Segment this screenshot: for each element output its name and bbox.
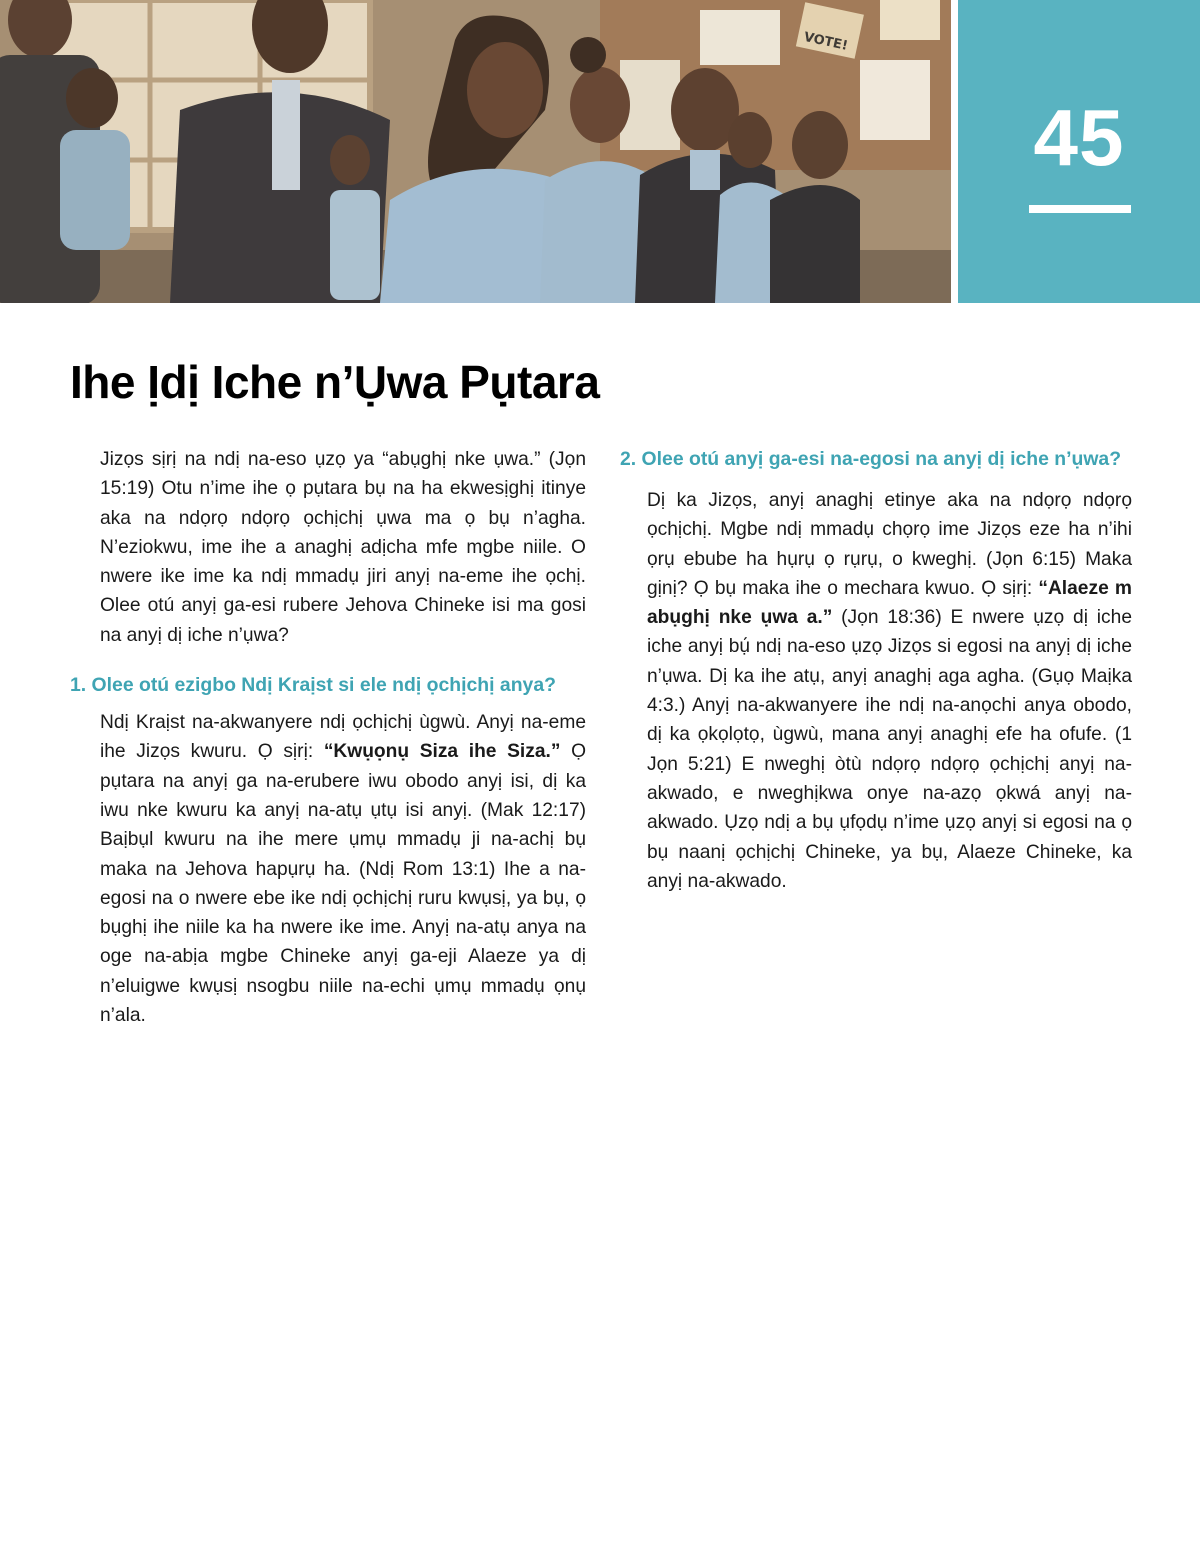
section-2-body-start: Dị ka Jizọs, anyị anaghị etinye aka na ndọrọ ndọrọ ọchịchị. Mgbe ndị mmadụ chọrọ ime Jizọs eze ha n’ihi ọrụ ebube ha hụrụ ọ rụrụ, o kweghị. (Jọn 6:15) Maka gịnị? Ọ bụ maka ihe o mechara kwuo. Ọ sịrị: (647, 490, 1132, 599)
section-1-heading: 1. Olee otú ezigbo Ndị Kraịst si ele ndị ọchịchị anya? (70, 674, 556, 697)
section-2-body (647, 486, 1132, 896)
section-1 (70, 671, 586, 1030)
vote-sign-text: VOTE! (802, 29, 850, 54)
left-column (70, 445, 586, 1030)
section-1-body-start: Ndị Kraịst na-akwanyere ndị ọchịchị ùgwù. Anyị na-eme ihe Jizọs kwuru. Ọ sịrị: (100, 712, 586, 763)
intro-paragraph: Jizọs sịrị na ndị na-eso ụzọ ya “abụghị nke ụwa.” (Jọn 15:19) Otu n’ime ihe ọ pụtara bụ na ha ekwesịghị itinye aka na ndọrọ ndọrọ ọchịchị ụwa ma ọ bụ n’agha. N’eziokwu, ime ihe a anaghị adịcha mfe mgbe niile. O nwere ike ime ka ndị mmadụ jiri anyị na-eme ihe ọchị. Olee otú anyị ga-esi rubere Jehova Chineke isi ma gosi na anyị dị iche n’ụwa? (100, 449, 586, 646)
right-column (620, 445, 1132, 896)
section-1-body-end: Ọ pụtara na anyị ga na-erubere iwu obodo anyị isi, dị ka iwu nke kwuru ka anyị na-atụ ụtụ isi anyị. (Mak 12:17) Baịbụl kwuru na ihe mere ụmụ mmadụ ji na-achị bụ maka na Jehova hapụrụ ha. (Ndị Rom 13:1) Ihe a na-egosi na o nwere ebe ike ndị ọchịchị ruru kwụsị, ya bụ, ọ bụghị ihe niile ka ha nwere ike ime. Anyị na-atụ anya na oge na-abịa mgbe Chineke anyị ga-eji Alaeze ya dị n’eluigwe kwụsị nsogbu niile na-echi ụmụ mmadụ ọnụ n’ala. (100, 741, 587, 1027)
header-photo (0, 0, 951, 303)
chapter-rule (1029, 205, 1131, 213)
chapter-tab (958, 0, 1200, 303)
page-title: Ihe Ịdị Iche n’Ụwa Pụtara (70, 356, 600, 408)
section-2 (620, 445, 1132, 896)
section-2-quote: “Alaeze m abụghị nke ụwa a.” (647, 577, 1132, 629)
section-2-body-end: (Jọn 18:36) E nwere ụzọ dị iche iche anyị bụ́ ndị na-eso ụzọ Jizọs si egosi na anyị dị iche n’ụwa. Dị ka ihe atụ, anyị anaghị aga agha. (Gụọ Maịka 4:3.) Anyị na-akwanyere ihe ndị na-anọchi anya obodo, dị ka ọkọlọtọ, ùgwù, mana anyị anaghị efe ha ofufe. (1 Jọn 5:21) E nweghị òtù ndọrọ ndọrọ ọchịchị anyị na-akwado, e nweghịkwa onye na-azọ ọkwá anyị na-akwado. Ụzọ ndị a bụ ụfọdụ n’ime ụzọ anyị si egosi na ọ bụ naanị ọchịchị Chineke, ya bụ, Alaeze Chineke, ka anyị na-akwado. (647, 607, 1132, 892)
section-2-heading: 2. Olee otú anyị ga-esi na-egosi na anyị dị iche n’ụwa? (620, 448, 1122, 470)
students-standing-illustration (0, 0, 951, 303)
section-1-body (100, 708, 586, 1030)
chapter-number: 45 (1033, 93, 1125, 182)
section-1-quote: “Kwụọnụ Siza ihe Siza.” (323, 741, 561, 763)
